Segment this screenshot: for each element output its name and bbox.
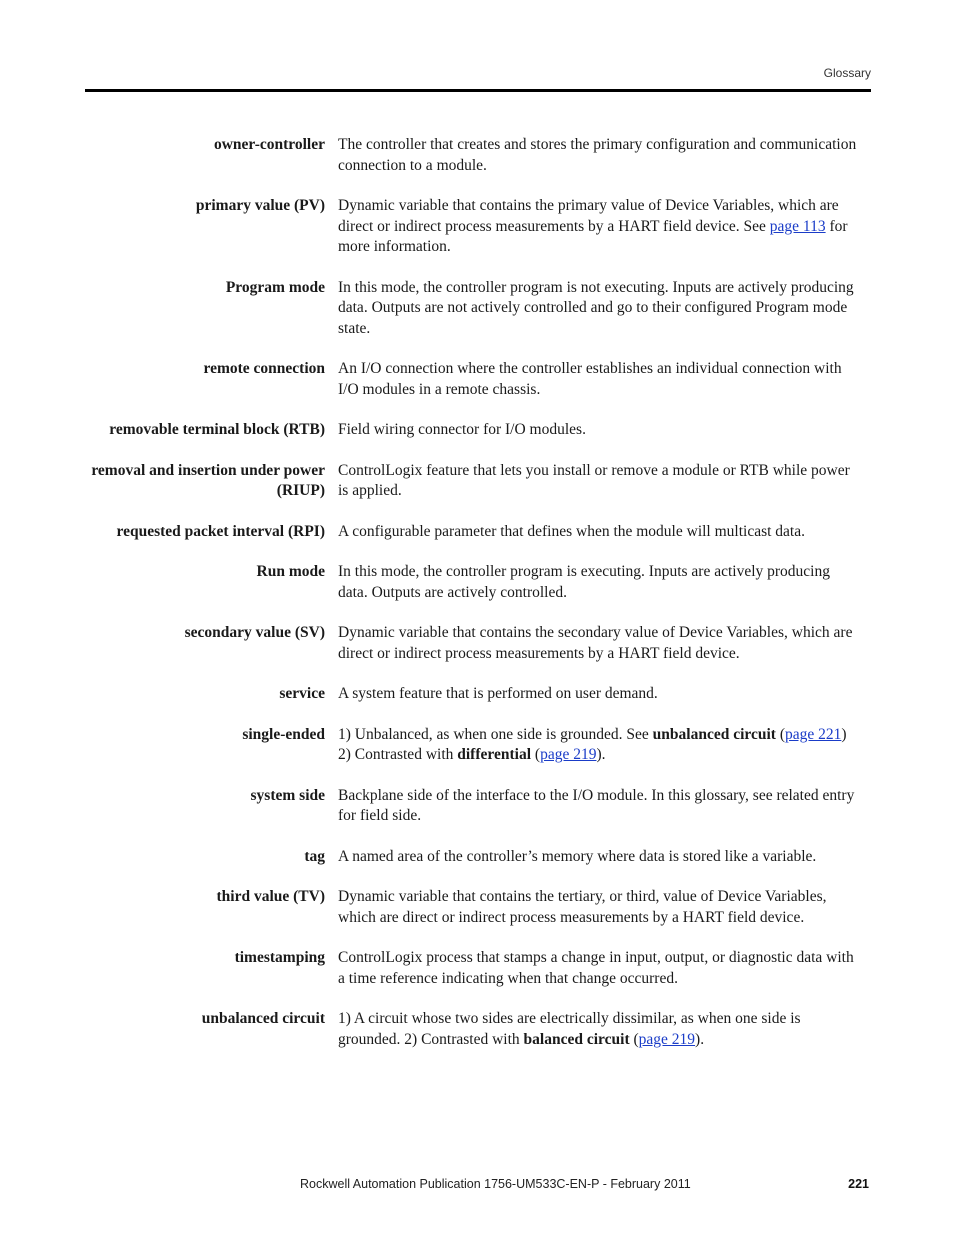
glossary-term: removable terminal block (RTB)	[109, 421, 325, 438]
glossary-term: owner-controller	[213, 136, 325, 153]
definition-text: ).	[695, 1030, 705, 1048]
glossary-definition	[338, 1009, 858, 1050]
glossary-term: remote connection	[203, 360, 325, 377]
page-number: 221	[848, 1177, 869, 1191]
glossary-entry-third-value	[0, 887, 954, 928]
definition-text: 1) A circuit whose two sides are electrically dissimilar, as when one side is grounded. 2) Contrasted with	[338, 1010, 801, 1048]
running-header: Glossary	[823, 66, 871, 80]
glossary-definition	[338, 725, 858, 766]
glossary-definition: ControlLogix process that stamps a change in input, output, or diagnostic data with a time reference indicating when that change occurred.	[338, 949, 854, 987]
cross-reference-term: unbalanced circuit	[652, 725, 776, 743]
glossary-term: single-ended	[242, 725, 325, 743]
glossary-definition: Dynamic variable that contains the tertiary, or third, value of Device Variables, which are direct or indirect process measurements by a HART field device.	[338, 888, 827, 926]
glossary-entry-owner-controller	[0, 135, 954, 176]
glossary-term-line: removal and insertion under power	[91, 461, 325, 479]
glossary-term	[0, 461, 338, 502]
glossary-entry-run-mode	[0, 562, 954, 603]
page-219-link[interactable]: page 219	[540, 746, 597, 763]
page-221-link[interactable]: page 221	[785, 725, 842, 743]
glossary-term: primary value (PV)	[195, 197, 325, 214]
glossary-entry-primary-value	[0, 196, 954, 258]
page-219-link[interactable]: page 219	[638, 1030, 696, 1048]
glossary-list	[0, 135, 954, 1050]
glossary-term: requested packet interval (RPI)	[116, 522, 325, 540]
definition-text: 1) Unbalanced, as when one side is grounded. See	[338, 725, 653, 743]
glossary-definition: The controller that creates and stores the primary configuration and communication connection to a module.	[338, 136, 857, 174]
glossary-definition: An I/O connection where the controller establishes an individual connection with I/O modules in a remote chassis.	[338, 360, 842, 398]
glossary-term: third value (TV)	[216, 888, 325, 905]
definition-text: ) 2) Contrasted with	[338, 725, 847, 763]
glossary-entry-remote-connection	[0, 359, 954, 400]
glossary-entry-timestamping	[0, 948, 954, 989]
definition-text: Dynamic variable that contains the primary value of Device Variables, which are direct or indirect process measurements by a HART field device. See	[338, 197, 839, 235]
cross-reference-term: balanced circuit	[523, 1030, 630, 1048]
definition-text: for more information.	[338, 217, 848, 255]
glossary-term: Program mode	[225, 278, 325, 296]
glossary-term-line: (RIUP)	[276, 482, 325, 499]
definition-text: (	[775, 725, 785, 743]
glossary-entry-rpi	[0, 522, 954, 543]
cross-reference-term: differential	[457, 746, 532, 763]
glossary-entry-rtb	[0, 420, 954, 441]
definition-text: (	[629, 1030, 639, 1048]
glossary-term: unbalanced circuit	[201, 1010, 325, 1027]
page-113-link[interactable]: page 113	[769, 217, 826, 235]
glossary-term: system side	[250, 786, 325, 804]
glossary-definition	[338, 196, 858, 258]
glossary-entry-system-side	[0, 786, 954, 827]
glossary-definition: In this mode, the controller program is executing. Inputs are actively producing data. Outputs are actively controlled.	[338, 563, 830, 601]
glossary-definition: Backplane side of the interface to the I/O module. In this glossary, see related entry for field side.	[338, 786, 855, 824]
glossary-term: service	[279, 685, 325, 702]
glossary-entry-service	[0, 684, 954, 705]
glossary-definition: ControlLogix feature that lets you install or remove a module or RTB while power is applied.	[338, 461, 850, 499]
definition-text: (	[531, 746, 541, 763]
glossary-term: timestamping	[234, 949, 325, 966]
glossary-entry-program-mode	[0, 278, 954, 340]
glossary-definition: A configurable parameter that defines when the module will multicast data.	[338, 522, 805, 540]
glossary-definition: In this mode, the controller program is not executing. Inputs are actively producing data. Outputs are not actively controlled and go to their configured Program mode state.	[338, 278, 854, 337]
glossary-entry-tag	[0, 847, 954, 868]
definition-text: ).	[596, 746, 606, 763]
glossary-entry-single-ended	[0, 725, 954, 766]
glossary-entry-riup	[0, 461, 954, 502]
glossary-definition: Field wiring connector for I/O modules.	[338, 421, 586, 438]
glossary-definition: A system feature that is performed on user demand.	[338, 685, 658, 702]
footer-publication: Rockwell Automation Publication 1756-UM533C-EN-P - February 2011	[300, 1177, 691, 1191]
header-rule	[85, 89, 871, 92]
glossary-entry-secondary-value	[0, 623, 954, 664]
glossary-definition: A named area of the controller’s memory where data is stored like a variable.	[338, 847, 817, 865]
glossary-term: tag	[304, 847, 325, 865]
glossary-definition: Dynamic variable that contains the secondary value of Device Variables, which are direct or indirect process measurements by a HART field device.	[338, 624, 853, 662]
glossary-term: Run mode	[256, 563, 325, 580]
glossary-entry-unbalanced-circuit	[0, 1009, 954, 1050]
glossary-term: secondary value (SV)	[184, 624, 325, 641]
